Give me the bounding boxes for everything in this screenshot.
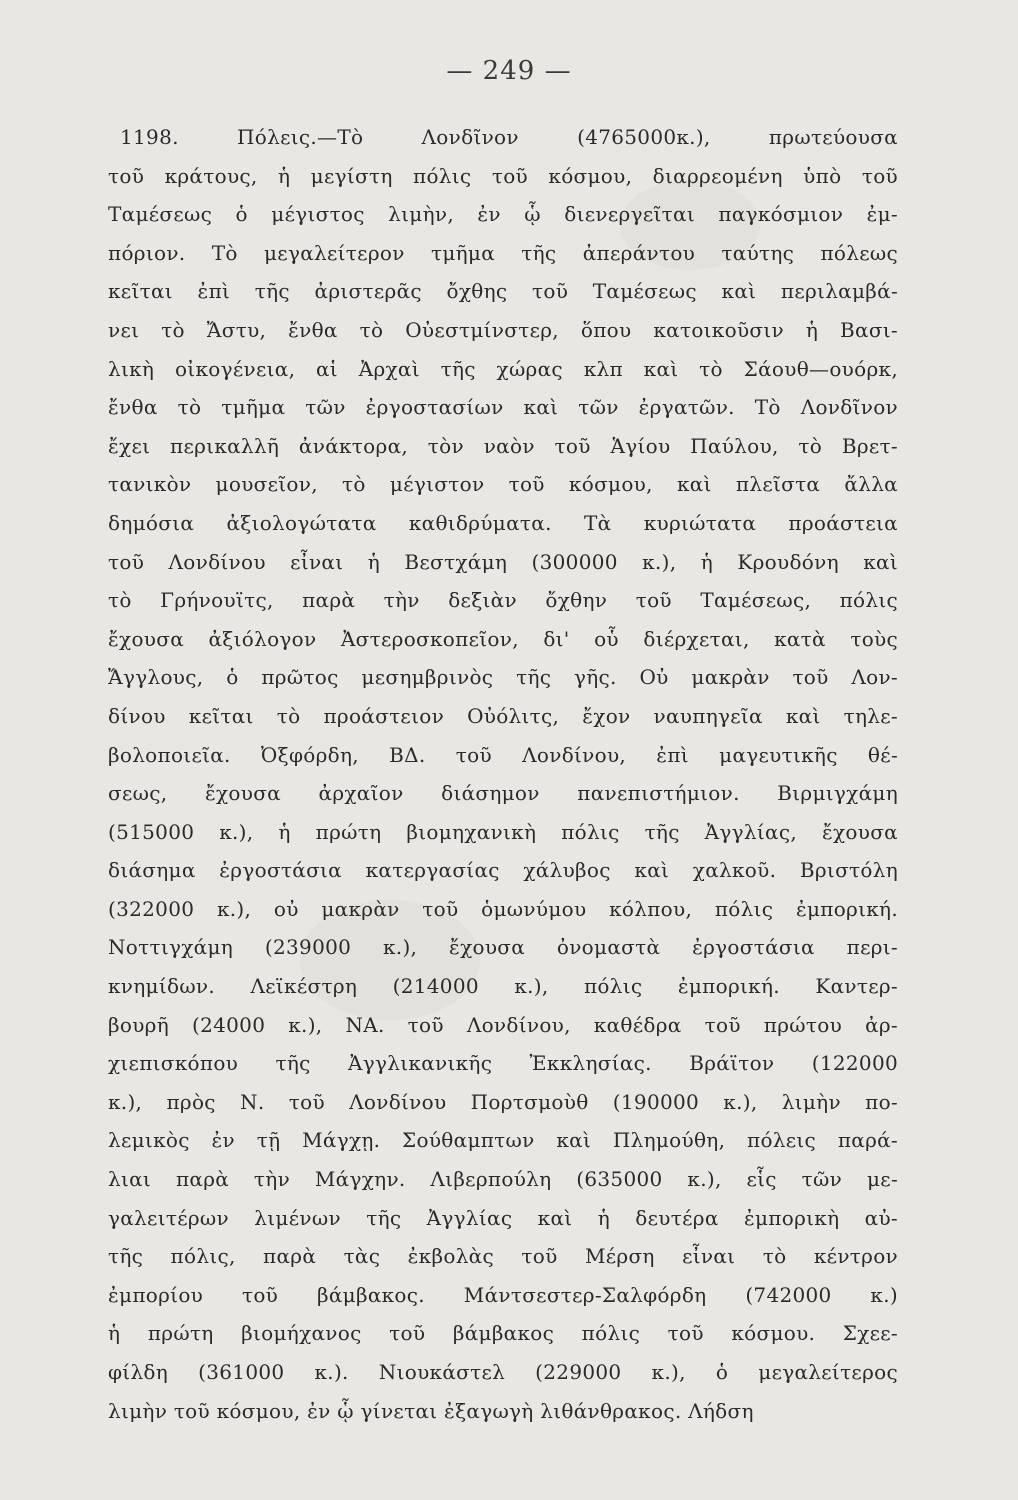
text-line: Ἄγγλους, ὁ πρῶτος μεσημβρινὸς τῆς γῆς. Οὐ μακρὰν τοῦ Λον- bbox=[108, 665, 898, 690]
text-line: γαλειτέρων λιμένων τῆς Ἀγγλίας καὶ ἡ δευτέρα ἐμπορικὴ αὐ- bbox=[108, 1205, 898, 1230]
text-line: λικὴ οἰκογένεια, αἱ Ἀρχαὶ τῆς χώρας κλπ καὶ τὸ Σάουθ—ουόρκ, bbox=[108, 356, 898, 381]
text-line: τῆς πόλις, παρὰ τὰς ἐκβολὰς τοῦ Μέρση εἶναι τὸ κέντρον bbox=[108, 1244, 898, 1269]
text-line: κ.), πρὸς Ν. τοῦ Λονδίνου Πορτσμοὺθ (190000 κ.), λιμὴν πο- bbox=[108, 1089, 898, 1114]
text-line: κνημίδων. Λεϊκέστρη (214000 κ.), πόλις ἐμπορική. Καντερ- bbox=[108, 974, 898, 999]
text-line: δημόσια ἀξιολογώτατα καθιδρύματα. Τὰ κυριώτατα προάστεια bbox=[108, 510, 898, 535]
text-line: τοῦ κράτους, ἡ μεγίστη πόλις τοῦ κόσμου, διαρρεομένη ὑπὸ τοῦ bbox=[108, 163, 898, 188]
text-line: νει τὸ Ἄστυ, ἔνθα τὸ Οὐεστμίνστερ, ὅπου κατοικοῦσιν ἡ Βασι- bbox=[108, 317, 898, 342]
page-number: — 249 — bbox=[446, 56, 572, 86]
text-line: φίλδη (361000 κ.). Νιουκάστελ (229000 κ.), ὁ μεγαλείτερος bbox=[108, 1360, 898, 1384]
text-line: βουρῆ (24000 κ.), ΝΑ. τοῦ Λονδίνου, καθέδρα τοῦ πρώτου ἀρ- bbox=[108, 1012, 898, 1037]
text-line: τοῦ Λονδίνου εἶναι ἡ Βεστχάμη (300000 κ.), ἡ Κρουδόνη καὶ bbox=[108, 549, 898, 574]
text-line: Νοττιγχάμη (239000 κ.), ἔχουσα ὀνομαστὰ ἐργοστάσια περι- bbox=[108, 935, 898, 960]
text-line: ἔχουσα ἀξιόλογον Ἀστεροσκοπεῖον, δι' οὗ διέρχεται, κατὰ τοὺς bbox=[108, 626, 898, 651]
text-line: ἐμπορίου τοῦ βάμβακος. Μάντσεστερ-Σαλφόρδη (742000 κ.) bbox=[108, 1282, 898, 1307]
text-line: ἔχει περικαλλῆ ἀνάκτορα, τὸν ναὸν τοῦ Ἁγίου Παύλου, τὸ Βρετ- bbox=[108, 433, 898, 458]
text-line: λιαι παρὰ τὴν Μάγχην. Λιβερπούλη (635000 κ.), εἷς τῶν με- bbox=[108, 1167, 898, 1192]
text-line: τανικὸν μουσεῖον, τὸ μέγιστον τοῦ κόσμου, καὶ πλεῖστα ἄλλα bbox=[108, 472, 898, 497]
text-line: χιεπισκόπου τῆς Ἀγγλικανικῆς Ἐκκλησίας. Βράϊτον (122000 bbox=[108, 1051, 898, 1076]
text-line: πόριον. Τὸ μεγαλείτερον τμῆμα τῆς ἀπεράντου ταύτης πόλεως bbox=[108, 240, 898, 265]
text-line: κεῖται ἐπὶ τῆς ἀριστερᾶς ὄχθης τοῦ Ταμέσεως καὶ περιλαμβά- bbox=[108, 279, 898, 304]
text-line: 1198. Πόλεις.—Τὸ Λονδῖνον (4765000κ.), πρωτεύουσα bbox=[120, 125, 898, 149]
text-line: λεμικὸς ἐν τῇ Μάγχῃ. Σούθαμπτων καὶ Πλημούθη, πόλεις παρά- bbox=[108, 1128, 898, 1153]
text-line: (322000 κ.), οὐ μακρὰν τοῦ ὁμωνύμου κόλπου, πόλις ἐμπορική. bbox=[108, 896, 898, 921]
text-line: τὸ Γρήνουϊτς, παρὰ τὴν δεξιὰν ὄχθην τοῦ Ταμέσεως, πόλις bbox=[108, 588, 898, 613]
text-line: Ταμέσεως ὁ μέγιστος λιμὴν, ἐν ᾧ διενεργεῖται παγκόσμιον ἐμ- bbox=[108, 202, 898, 227]
body-text bbox=[108, 118, 898, 1430]
text-line: διάσημα ἐργοστάσια κατεργασίας χάλυβος καὶ χαλκοῦ. Βριστόλη bbox=[108, 858, 898, 883]
text-line: ἔνθα τὸ τμῆμα τῶν ἐργοστασίων καὶ τῶν ἐργατῶν. Τὸ Λονδῖνον bbox=[108, 395, 898, 420]
text-line: δίνου κεῖται τὸ προάστειον Οὐόλιτς, ἔχον ναυπηγεῖα καὶ τηλε- bbox=[108, 703, 898, 728]
text-line: βολοποιεῖα. Ὀξφόρδη, ΒΔ. τοῦ Λονδίνου, ἐπὶ μαγευτικῆς θέ- bbox=[108, 742, 898, 767]
text-line: (515000 κ.), ἡ πρώτη βιομηχανικὴ πόλις τῆς Ἀγγλίας, ἔχουσα bbox=[108, 819, 898, 844]
text-line: σεως, ἔχουσα ἀρχαῖον διάσημον πανεπιστήμιον. Βιρμιγχάμη bbox=[108, 781, 898, 806]
text-line: λιμὴν τοῦ κόσμου, ἐν ᾧ γίνεται ἐξαγωγὴ λιθάνθρακος. Λήδση bbox=[108, 1398, 754, 1423]
text-line: ἡ πρώτη βιομήχανος τοῦ βάμβακος πόλις τοῦ κόσμου. Σχεε- bbox=[108, 1321, 898, 1346]
